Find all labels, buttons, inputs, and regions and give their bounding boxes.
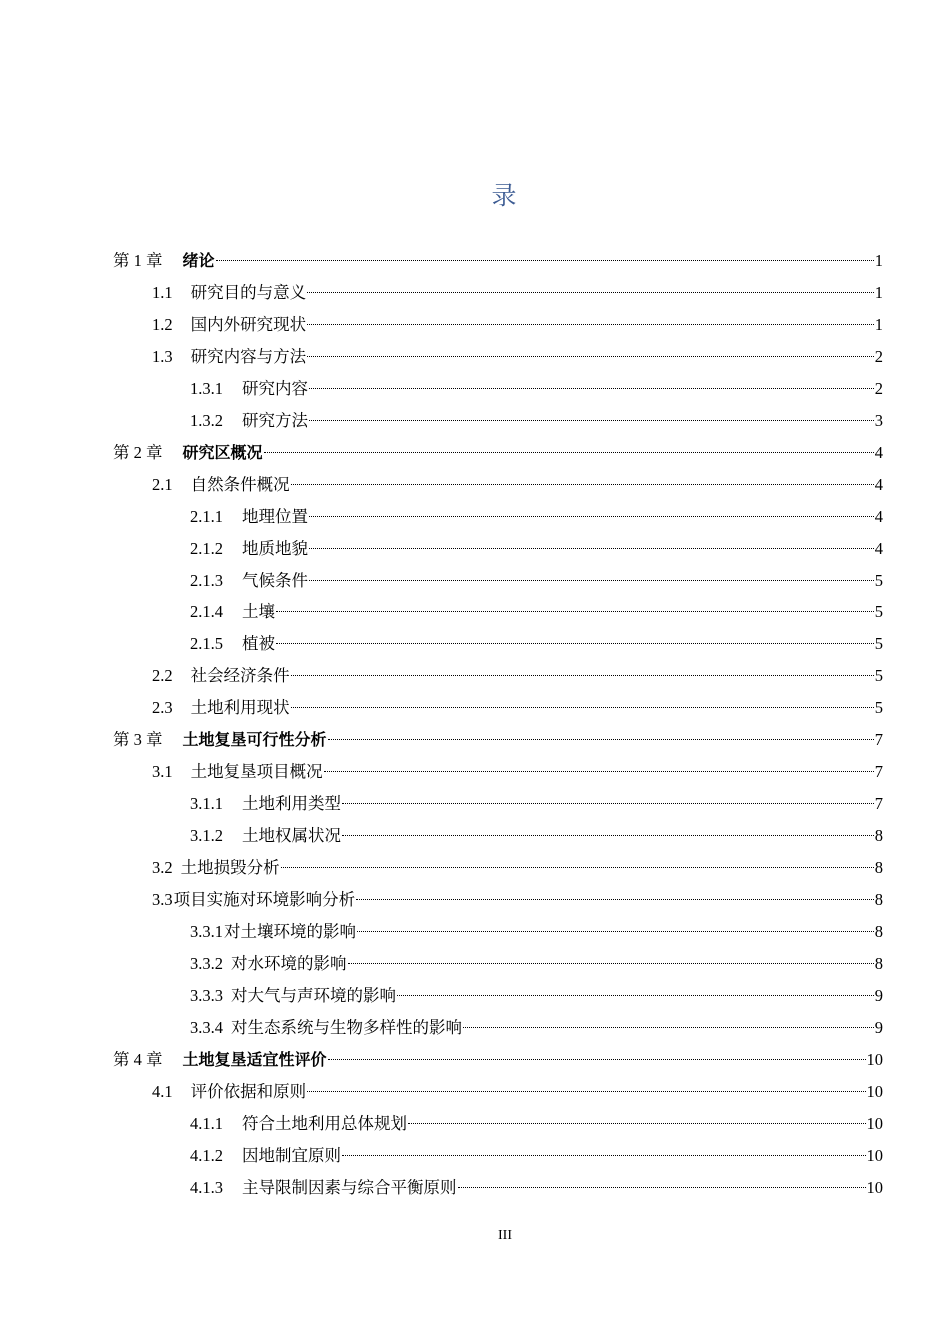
toc-entry[interactable] [190,948,883,980]
toc-entry-number: 2.1 [152,474,173,494]
toc-entry-number: 2.1.1 [190,506,223,526]
toc-dot-leader [216,260,874,261]
toc-entry-title [190,501,308,533]
toc-entry[interactable] [113,724,883,756]
toc-entry-label: 研究内容 [242,378,308,398]
toc-entry[interactable] [152,469,883,501]
toc-entry[interactable] [152,756,883,788]
toc-entry[interactable] [190,373,883,405]
toc-entry-label: 气候条件 [242,570,308,590]
toc-entry[interactable] [113,245,883,277]
page-title: 录 [491,181,519,210]
toc-entry-label: 社会经济条件 [190,666,290,686]
toc-dot-leader [328,1059,866,1060]
toc-entry[interactable] [152,884,883,916]
toc-entry-number: 3.3.1 [190,921,223,941]
toc-dot-leader [309,580,874,581]
toc-entry-number: 3.1.1 [190,794,223,814]
toc-entry-number: 3.3.2 [190,953,223,973]
toc-entry-title [190,820,341,852]
toc-entry-number: 第 1 章 [113,251,163,270]
toc-entry-page: 4 [874,474,883,494]
toc-entry-page: 8 [874,826,883,846]
toc-entry[interactable] [152,1076,883,1108]
toc-entry-label: 符合土地利用总体规划 [242,1113,407,1133]
toc-dot-leader [348,963,874,964]
toc-entry[interactable] [190,501,883,533]
toc-entry-title [113,1044,327,1076]
toc-dot-leader [309,420,874,421]
toc-entry-number: 2.3 [152,698,173,718]
toc-entry-page: 8 [874,858,883,878]
toc-entry-title [190,1108,407,1140]
toc-entry-label: 研究目的与意义 [190,282,307,302]
toc-entry-page: 4 [874,442,883,462]
toc-entry-label: 植被 [242,634,275,654]
toc-dot-leader [307,324,874,325]
toc-entry-page: 8 [874,921,883,941]
toc-entry-page: 5 [874,666,883,686]
toc-dot-leader [291,707,874,708]
toc-dot-leader [291,675,874,676]
toc-entry-page: 8 [874,890,883,909]
toc-entry-title [190,948,347,980]
toc-entry-page: 9 [874,1017,883,1037]
toc-entry-page: 10 [866,1049,883,1069]
toc-entry[interactable] [190,596,883,628]
toc-dot-leader [342,803,874,804]
toc-entry-title [190,373,308,405]
toc-entry-title [190,980,396,1012]
toc-entry-page: 10 [866,1177,883,1197]
toc-entry[interactable] [190,533,883,565]
toc-entry[interactable] [190,1172,883,1204]
toc-dot-leader [309,516,874,517]
toc-dot-leader [458,1187,866,1188]
toc-entry-label: 对水环境的影响 [231,953,347,973]
toc-entry-number: 2.1.5 [190,634,223,654]
toc-entry-label: 国内外研究现状 [190,314,307,334]
toc-entry-number: 3.3 [152,890,173,909]
toc-entry-title [190,405,308,437]
toc-entry[interactable] [113,437,883,469]
toc-entry-label: 对土壤环境的影响 [224,921,356,941]
toc-entry[interactable] [190,820,883,852]
toc-entry-label: 主导限制因素与综合平衡原则 [242,1177,457,1197]
toc-entry-title [152,756,323,788]
toc-entry[interactable] [152,309,883,341]
toc-entry[interactable] [190,405,883,437]
toc-entry-page: 4 [874,506,883,526]
toc-entry-number: 4.1.2 [190,1145,223,1165]
toc-entry[interactable] [190,565,883,597]
toc-entry-title [190,916,356,948]
toc-entry-page: 4 [874,538,883,558]
toc-entry-page: 10 [866,1081,883,1101]
toc-dot-leader [307,1091,865,1092]
toc-dot-leader [264,452,874,453]
toc-entry-title [152,309,306,341]
toc-entry-label: 土地复垦适宜性评价 [182,1049,327,1069]
toc-entry-number: 1.1 [152,282,173,302]
toc-entry[interactable] [190,788,883,820]
toc-entry-page: 10 [866,1113,883,1133]
toc-dot-leader [309,388,874,389]
toc-entry-page: 2 [874,346,883,366]
toc-entry-title [152,692,290,724]
toc-dot-leader [309,548,874,549]
toc-entry-page: 9 [874,985,883,1005]
toc-entry[interactable] [152,660,883,692]
toc-entry-number: 2.1.4 [190,602,223,622]
toc-dot-leader [276,643,874,644]
toc-dot-leader [281,867,874,868]
toc-dot-leader [307,292,874,293]
toc-dot-leader [307,356,874,357]
toc-entry-page: 7 [874,794,883,814]
toc-entry-title [152,884,355,916]
toc-entry-number: 1.3 [152,346,173,366]
toc-entry[interactable] [190,1108,883,1140]
toc-entry-label: 自然条件概况 [190,474,290,494]
toc-entry-number: 第 3 章 [113,730,163,750]
toc-entry-number: 3.1 [152,762,173,782]
toc-dot-leader [408,1123,866,1124]
toc-entry-page: 1 [874,282,883,302]
toc-entry[interactable] [152,277,883,309]
toc-entry-label: 项目实施对环境影响分析 [173,890,356,909]
toc-entry-number: 1.2 [152,314,173,334]
toc-entry-label: 地质地貌 [242,538,308,558]
toc-entry-number: 1.3.2 [190,410,223,430]
toc-entry-title [113,724,327,756]
toc-dot-leader [342,835,874,836]
toc-dot-leader [463,1027,874,1028]
toc-entry-label: 对生态系统与生物多样性的影响 [231,1017,462,1037]
toc-dot-leader [356,899,874,900]
toc-entry-page: 1 [874,314,883,334]
toc-entry-label: 评价依据和原则 [190,1081,307,1101]
toc-entry-number: 3.2 [152,858,173,878]
toc-entry-label: 土地利用现状 [190,698,290,718]
toc-entry-number: 2.1.3 [190,570,223,590]
toc-entry-title [113,437,263,469]
toc-entry-label: 研究内容与方法 [190,346,307,366]
toc-entry-title [190,1172,457,1204]
toc-entry-label: 研究区概况 [182,442,263,462]
toc-entry-number: 3.3.3 [190,985,223,1005]
toc-entry[interactable] [152,852,883,884]
toc-entry-number: 4.1 [152,1081,173,1101]
toc-entry-label: 土地复垦项目概况 [190,762,323,782]
page-number: III [498,1228,512,1243]
toc-entry-title [152,341,306,373]
toc-entry-label: 土地利用类型 [242,794,341,814]
toc-entry-page: 7 [874,730,883,750]
toc-entry-title [190,565,308,597]
toc-entry[interactable] [190,1012,883,1044]
toc-entry-page: 5 [874,634,883,654]
toc-entry[interactable] [190,1140,883,1172]
toc-entry-page: 1 [874,251,883,270]
toc-entry-label: 土地权属状况 [242,826,341,846]
toc-entry-number: 3.3.4 [190,1017,223,1037]
toc-dot-leader [324,771,874,772]
toc-entry-number: 2.2 [152,666,173,686]
toc-entry[interactable] [190,916,883,948]
toc-entry[interactable] [113,1044,883,1076]
toc-entry-title [190,1140,341,1172]
toc-entry-number: 4.1.3 [190,1177,223,1197]
toc-entry[interactable] [190,980,883,1012]
toc-entry-number: 4.1.1 [190,1113,223,1133]
toc-entry-number: 第 4 章 [113,1049,163,1069]
toc-entry-title [152,660,290,692]
toc-dot-leader [276,611,874,612]
toc-dot-leader [342,1155,866,1156]
toc-entry-label: 因地制宜原则 [242,1145,341,1165]
toc-entry-title [152,277,306,309]
toc-entry-page: 5 [874,698,883,718]
toc-entry-title [152,852,280,884]
toc-entry-label: 对大气与声环境的影响 [231,985,396,1005]
toc-dot-leader [397,995,874,996]
toc-dot-leader [328,739,874,740]
toc-entry-title [190,596,275,628]
toc-entry[interactable] [152,341,883,373]
toc-entry-page: 5 [874,602,883,622]
toc-entry-title [190,788,341,820]
toc-entry-title [152,1076,306,1108]
toc-entry-title [190,1012,462,1044]
toc-entry-label: 土地损毁分析 [180,858,280,878]
toc-entry-page: 2 [874,378,883,398]
toc-entry-title [113,245,215,277]
toc-entry-title [190,628,275,660]
toc-dot-leader [357,931,874,932]
toc-entry[interactable] [190,628,883,660]
toc-entry-number: 第 2 章 [113,442,163,462]
toc-entry-number: 1.3.1 [190,378,223,398]
toc-entry-label: 土地复垦可行性分析 [182,730,327,750]
toc-entry-label: 绪论 [182,251,215,270]
toc-entry-page: 3 [874,410,883,430]
toc-entry-number: 2.1.2 [190,538,223,558]
toc-entry-page: 10 [866,1145,883,1165]
toc-entry-page: 5 [874,570,883,590]
toc-entry-label: 研究方法 [242,410,308,430]
toc-entry-page: 8 [874,953,883,973]
toc-entry-title [152,469,290,501]
toc-entry-page: 7 [874,762,883,782]
toc-entry-label: 地理位置 [242,506,308,526]
toc-entry-number: 3.1.2 [190,826,223,846]
toc-entry[interactable] [152,692,883,724]
toc-entry-label: 土壤 [242,602,275,622]
toc-entry-title [190,533,308,565]
toc-dot-leader [291,484,874,485]
